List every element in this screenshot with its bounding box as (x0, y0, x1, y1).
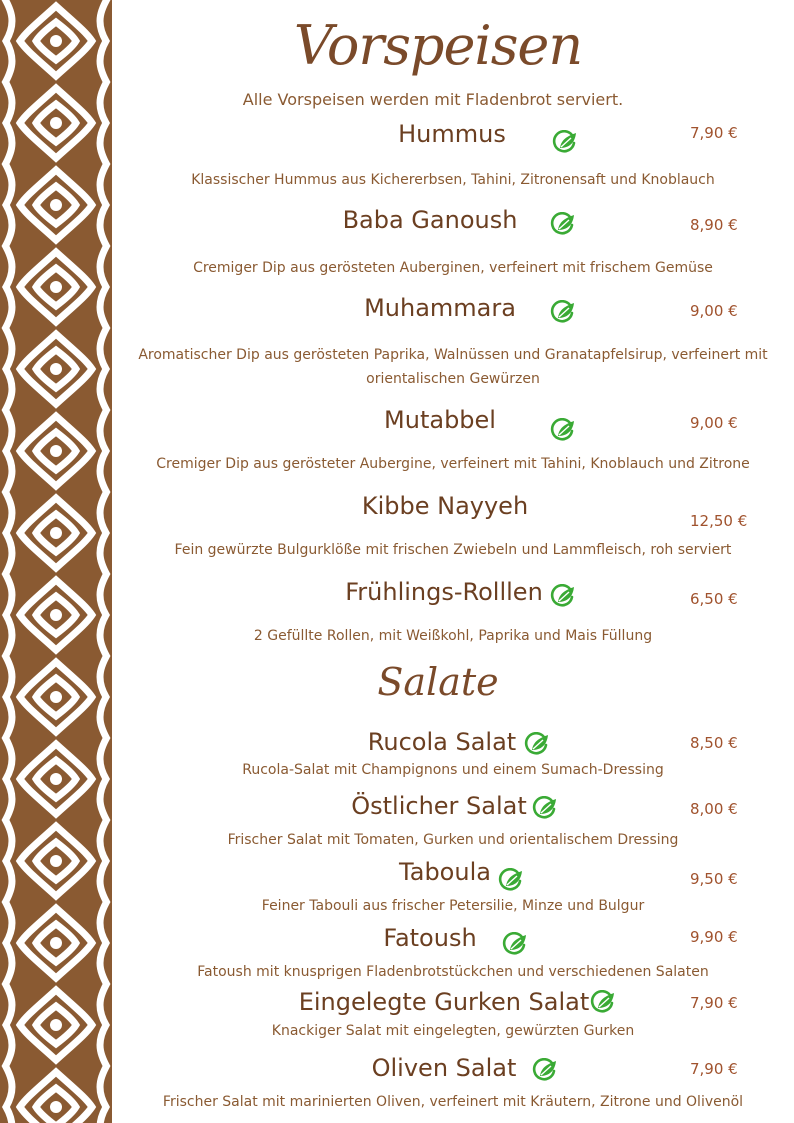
dish-price: 7,90 € (690, 1060, 738, 1078)
vegan-leaf-check-icon (498, 868, 524, 892)
vegan-leaf-check-icon (590, 990, 616, 1014)
pattern-svg (0, 0, 112, 1123)
vegan-leaf-check-icon (502, 932, 528, 956)
dish-description: Klassischer Hummus aus Kichererbsen, Tahini, Zitronensaft und Knoblauch (191, 172, 715, 188)
dish-description: Frischer Salat mit Tomaten, Gurken und orientalischem Dressing (227, 832, 679, 848)
vegan-leaf-check-icon (552, 130, 578, 154)
dish-description: Cremiger Dip aus gerösteten Auberginen, verfeinert mit frischem Gemüse (193, 260, 713, 276)
dish-name: Baba Ganoush (342, 206, 518, 234)
starters-note: Alle Vorspeisen werden mit Fladenbrot serviert. (242, 90, 624, 109)
dish-description: Fein gewürzte Bulgurklöße mit frischen Zwiebeln und Lammfleisch, roh serviert (174, 542, 732, 558)
dish-name: Hummus (398, 120, 506, 148)
dish-name: Eingelegte Gurken Salat (298, 988, 590, 1016)
section-title-starters: Vorspeisen (293, 14, 583, 77)
dish-price: 6,50 € (690, 590, 738, 608)
dish-description: 2 Gefüllte Rollen, mit Weißkohl, Paprika und Mais Füllung (253, 628, 653, 644)
dish-price: 8,00 € (690, 800, 738, 818)
dish-description: Fatoush mit knusprigen Fladenbrotstückchen und verschiedenen Salaten (197, 964, 709, 980)
dish-description: Aromatischer Dip aus gerösteten Paprika, Walnüssen und Granatapfelsirup, verfeinert mit orientalischen Gewürzen (138, 347, 768, 387)
dish-price: 9,50 € (690, 870, 738, 888)
dish-price: 12,50 € (690, 512, 748, 530)
dish-price: 9,00 € (690, 414, 738, 432)
dish-description: Cremiger Dip aus gerösteter Aubergine, verfeinert mit Tahini, Knoblauch und Zitrone (156, 456, 750, 472)
dish-name: Mutabbel (384, 406, 496, 434)
dish-price: 7,90 € (690, 994, 738, 1012)
dish-name: Fatoush (383, 924, 477, 952)
dish-name: Rucola Salat (367, 728, 517, 756)
vegan-leaf-check-icon (550, 418, 576, 442)
vegan-leaf-check-icon (550, 584, 576, 608)
dish-name: Östlicher Salat (351, 792, 527, 820)
dish-price: 9,90 € (690, 928, 738, 946)
vegan-leaf-check-icon (532, 1058, 558, 1082)
dish-description: Rucola-Salat mit Champignons und einem Sumach-Dressing (242, 762, 664, 778)
vegan-leaf-check-icon (524, 732, 550, 756)
dish-price: 8,50 € (690, 734, 738, 752)
dish-name: Frühlings-Rolllen (345, 578, 543, 606)
dish-description: Knackiger Salat mit eingelegten, gewürzten Gurken (271, 1023, 635, 1039)
dish-name: Muhammara (364, 294, 516, 322)
section-title-salads: Salate (377, 660, 499, 704)
vegan-leaf-check-icon (532, 796, 558, 820)
vegan-leaf-check-icon (550, 212, 576, 236)
dish-name: Kibbe Nayyeh (361, 492, 529, 520)
dish-price: 9,00 € (690, 302, 738, 320)
dish-name: Taboula (399, 858, 491, 886)
dish-description: Feiner Tabouli aus frischer Petersilie, Minze und Bulgur (261, 898, 645, 914)
vegan-leaf-check-icon (550, 300, 576, 324)
dish-name: Oliven Salat (371, 1054, 517, 1082)
dish-price: 8,90 € (690, 216, 738, 234)
dish-price: 7,90 € (690, 124, 738, 142)
decorative-pattern-border (0, 0, 112, 1123)
dish-description: Frischer Salat mit marinierten Oliven, verfeinert mit Kräutern, Zitrone und Olivenöl (162, 1094, 744, 1110)
